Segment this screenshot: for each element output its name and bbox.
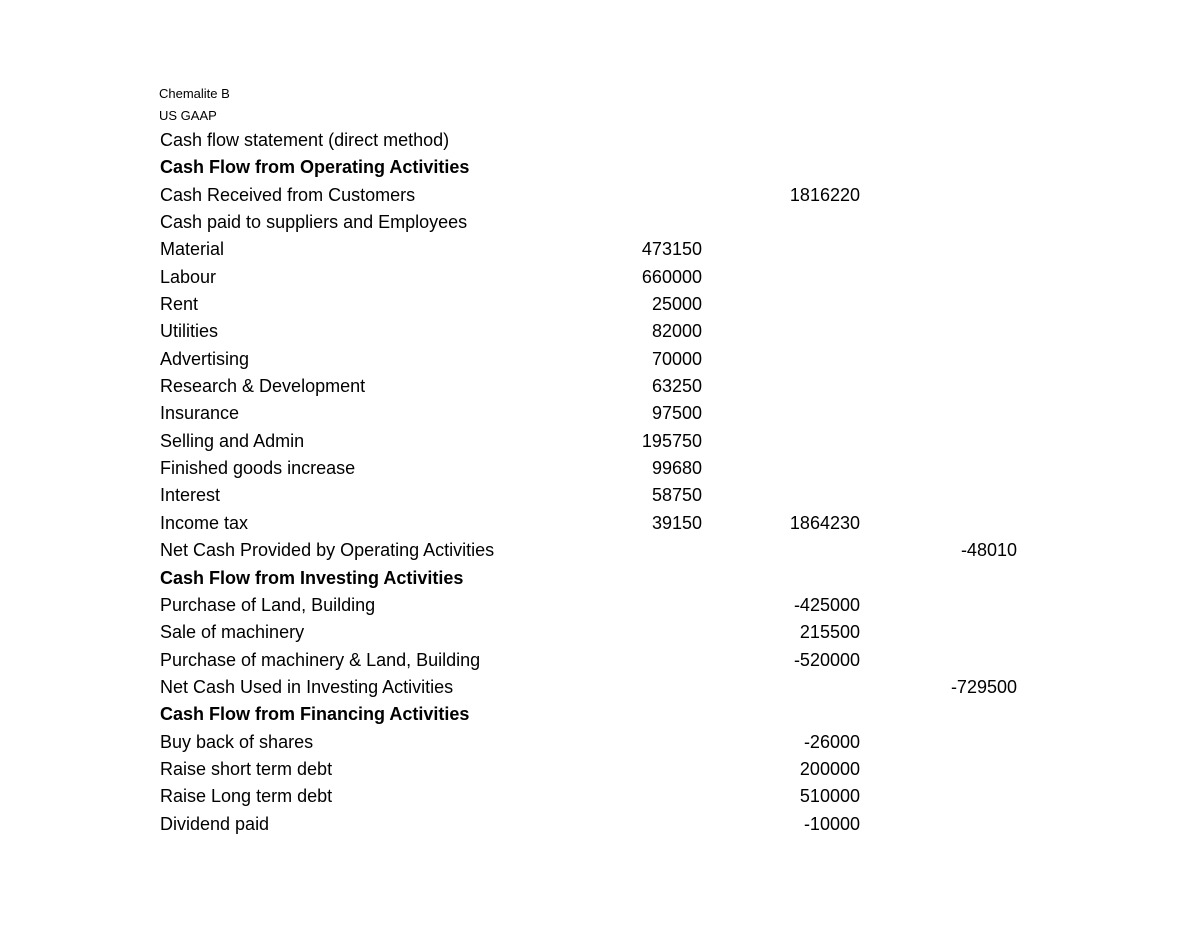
section-heading-row <box>0 701 1200 728</box>
row-label: Cash flow statement (direct method) <box>160 130 450 150</box>
statement-row <box>0 537 1200 564</box>
row-label: Interest <box>160 485 221 506</box>
statement-row <box>0 783 1200 810</box>
amount-detail: 25000 <box>651 294 702 315</box>
section-heading-row <box>0 154 1200 181</box>
row-label: Material <box>160 239 225 260</box>
company-name: Chemalite B <box>159 86 230 101</box>
amount-detail: 63250 <box>651 376 702 397</box>
amount-net: -48010 <box>960 540 1017 561</box>
row-label: Research & Development <box>160 376 366 397</box>
statement-row <box>0 592 1200 619</box>
amount-detail: 97500 <box>651 403 702 424</box>
statement-row <box>0 729 1200 756</box>
row-label: Income tax <box>160 512 249 533</box>
statement-row <box>0 373 1200 400</box>
amount-subtotal: 1864230 <box>789 512 860 533</box>
row-label: Insurance <box>160 403 240 424</box>
section-heading: Cash Flow from Investing Activities <box>160 567 464 588</box>
row-label: Raise Long term debt <box>160 786 333 807</box>
row-label: Sale of machinery <box>160 622 305 643</box>
statement-row <box>0 264 1200 291</box>
statement-row <box>0 428 1200 455</box>
amount-net: -729500 <box>950 676 1017 697</box>
amount-detail: 82000 <box>651 321 702 342</box>
row-label: Purchase of machinery & Land, Building <box>160 649 481 670</box>
statement-row <box>0 756 1200 783</box>
statement-row <box>0 674 1200 701</box>
amount-detail: 660000 <box>641 266 702 287</box>
amount-subtotal: -26000 <box>803 731 860 752</box>
cash-flow-statement <box>0 127 1200 838</box>
statement-row <box>0 811 1200 838</box>
row-label: Purchase of Land, Building <box>160 594 376 615</box>
row-label: Net Cash Provided by Operating Activities <box>160 540 495 561</box>
row-label: Cash Received from Customers <box>160 184 416 205</box>
amount-detail: 195750 <box>641 430 702 451</box>
statement-row <box>0 182 1200 209</box>
amount-subtotal: 510000 <box>799 786 860 807</box>
amount-subtotal: -425000 <box>793 594 860 615</box>
statement-row <box>0 455 1200 482</box>
statement-row <box>0 647 1200 674</box>
amount-detail: 70000 <box>651 348 702 369</box>
statement-row <box>0 236 1200 263</box>
row-label: Buy back of shares <box>160 731 314 752</box>
amount-detail: 39150 <box>651 512 702 533</box>
statement-row <box>0 291 1200 318</box>
amount-detail: 473150 <box>641 239 702 260</box>
section-heading: Cash Flow from Financing Activities <box>160 704 470 725</box>
amount-detail: 58750 <box>651 485 702 506</box>
statement-row <box>0 619 1200 646</box>
statement-row <box>0 400 1200 427</box>
amount-subtotal: 200000 <box>799 758 860 779</box>
statement-row <box>0 127 1200 154</box>
statement-row <box>0 209 1200 236</box>
row-label: Rent <box>160 294 199 315</box>
row-label: Selling and Admin <box>160 430 305 451</box>
row-label: Utilities <box>160 321 219 342</box>
row-label: Cash paid to suppliers and Employees <box>160 212 468 233</box>
statement-row <box>0 482 1200 509</box>
amount-detail: 99680 <box>651 458 702 479</box>
row-label: Net Cash Used in Investing Activities <box>160 676 454 697</box>
section-heading: Cash Flow from Operating Activities <box>160 157 470 178</box>
row-label: Advertising <box>160 348 250 369</box>
statement-row <box>0 346 1200 373</box>
amount-subtotal: -520000 <box>793 649 860 670</box>
row-label: Raise short term debt <box>160 758 333 779</box>
row-label: Labour <box>160 266 217 287</box>
statement-row <box>0 318 1200 345</box>
amount-subtotal: 215500 <box>799 622 860 643</box>
amount-subtotal: -10000 <box>803 813 860 834</box>
row-label: Finished goods increase <box>160 458 356 479</box>
statement-row <box>0 510 1200 537</box>
section-heading-row <box>0 565 1200 592</box>
amount-subtotal: 1816220 <box>789 184 860 205</box>
row-label: Dividend paid <box>160 813 270 834</box>
accounting-standard: US GAAP <box>159 108 217 123</box>
